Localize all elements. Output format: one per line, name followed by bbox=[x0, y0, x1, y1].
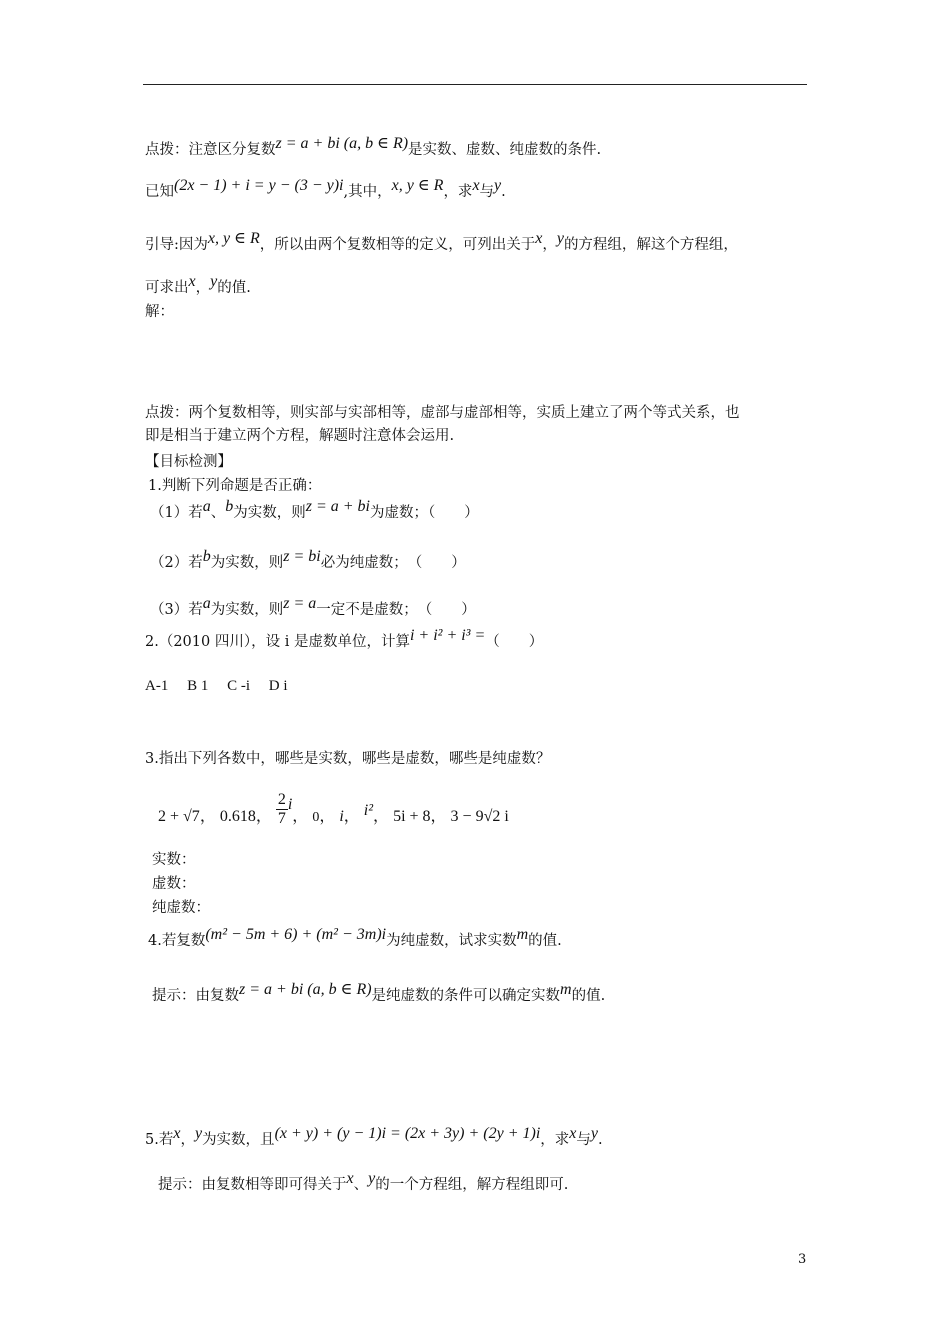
exercise-2-options: A-1 B 1 C -i D i bbox=[145, 678, 288, 694]
text: 是纯虚数的条件可以确定实数 bbox=[371, 988, 561, 1004]
formula: z = a bbox=[283, 595, 317, 612]
separator: ， bbox=[319, 808, 336, 826]
tip-1 bbox=[145, 135, 602, 160]
exercise-1: 1.判断下列命题是否正确： bbox=[148, 478, 322, 494]
text: （ ） bbox=[485, 634, 544, 650]
separator: ， bbox=[343, 808, 360, 826]
exercise-2 bbox=[145, 627, 544, 652]
formula: y bbox=[590, 1125, 598, 1142]
exercise-5-hint bbox=[158, 1170, 569, 1195]
formula: z = a + bi bbox=[305, 498, 370, 515]
text: 为实数，则 bbox=[233, 505, 306, 521]
text: 的值. bbox=[571, 988, 606, 1004]
formula: x bbox=[346, 1170, 354, 1187]
text: 、 bbox=[353, 1177, 369, 1193]
text: 与 bbox=[576, 1132, 591, 1148]
separator: ， bbox=[373, 808, 390, 826]
exercise-4 bbox=[148, 926, 562, 951]
text: （1）若 bbox=[150, 505, 203, 521]
exercise-3: 3.指出下列各数中，哪些是实数，哪些是虚数，哪些是纯虚数？ bbox=[145, 751, 551, 767]
solution-label: 解： bbox=[145, 304, 174, 320]
text: ， bbox=[542, 237, 557, 253]
text: 为纯虚数，试求实数 bbox=[386, 933, 517, 949]
text: 为实数，则 bbox=[210, 602, 284, 618]
number: 2 + √7 bbox=[158, 808, 200, 826]
formula: x bbox=[569, 1125, 577, 1142]
exercise-1-item-2 bbox=[150, 548, 466, 573]
text: ,其中， bbox=[343, 184, 392, 200]
guide-line-1 bbox=[145, 230, 738, 255]
text: ，求 bbox=[540, 1132, 570, 1148]
text: 引导:因为 bbox=[145, 237, 208, 253]
fraction bbox=[276, 791, 288, 828]
text: 为实数，则 bbox=[210, 555, 284, 571]
text: （2）若 bbox=[150, 555, 203, 571]
guide-line-2 bbox=[145, 273, 251, 298]
tip-2-line-2: 即是相当于建立两个方程，解题时注意体会运用. bbox=[145, 428, 455, 444]
formula: x bbox=[188, 273, 196, 290]
number: i bbox=[287, 796, 293, 814]
formula: y bbox=[368, 1170, 376, 1187]
formula: z = bi bbox=[283, 548, 321, 565]
text: 5.若 bbox=[145, 1132, 174, 1148]
formula: (m² − 5m + 6) + (m² − 3m)i bbox=[205, 926, 387, 943]
number: 0.618 bbox=[219, 808, 256, 826]
formula: m bbox=[516, 926, 529, 943]
formula: (x + y) + (y − 1)i = (2x + 3y) + (2y + 1)i bbox=[274, 1125, 541, 1142]
formula: x bbox=[472, 177, 480, 194]
text: 提示：由复数相等即可得关于 bbox=[158, 1177, 347, 1193]
number: 5i + 8 bbox=[393, 808, 431, 826]
exercise-1-item-3 bbox=[150, 595, 476, 620]
number: i bbox=[339, 808, 344, 826]
text: 已知 bbox=[145, 184, 174, 200]
formula: a bbox=[202, 595, 211, 612]
formula: (2x − 1) + i = y − (3 − y)i bbox=[174, 177, 344, 194]
exercise-5 bbox=[145, 1125, 603, 1150]
formula: z = a + bi (a, b ∈ R) bbox=[275, 135, 409, 152]
text: 可求出 bbox=[145, 280, 189, 296]
number: 0 bbox=[312, 810, 320, 826]
formula: a bbox=[202, 498, 211, 515]
formula: x, y ∈ R bbox=[391, 177, 444, 194]
number: i² bbox=[363, 802, 374, 820]
separator: ， bbox=[430, 808, 447, 826]
exercise-3-numbers bbox=[158, 791, 509, 836]
header-rule bbox=[143, 84, 807, 85]
formula: y bbox=[194, 1125, 203, 1142]
number: 3 − 9√2 i bbox=[450, 808, 509, 826]
separator: ， bbox=[292, 808, 309, 826]
imaginary-numbers-label: 虚数： bbox=[152, 876, 196, 892]
text: 的值. bbox=[528, 933, 562, 949]
formula: x bbox=[173, 1125, 181, 1142]
text: ， bbox=[180, 1132, 195, 1148]
pure-imaginary-label: 纯虚数： bbox=[152, 900, 210, 916]
section-heading: 【目标检测】 bbox=[145, 454, 232, 470]
formula: z = a + bi (a, b ∈ R) bbox=[239, 981, 372, 998]
text: 的值. bbox=[217, 280, 251, 296]
text: 是实数、虚数、纯虚数的条件. bbox=[408, 142, 602, 158]
real-numbers-label: 实数： bbox=[152, 852, 196, 868]
formula: x bbox=[535, 230, 543, 247]
text: 提示：由复数 bbox=[152, 988, 239, 1004]
tip-2-line-1: 点拨：两个复数相等，则实部与实部相等，虚部与虚部相等，实质上建立了两个等式关系，也 bbox=[145, 405, 740, 421]
text: ， bbox=[195, 280, 211, 296]
text: 为虚数；（ ） bbox=[370, 505, 479, 521]
exercise-1-item-1 bbox=[150, 498, 479, 523]
text: 、 bbox=[210, 505, 226, 521]
formula: m bbox=[560, 981, 572, 998]
formula: x, y ∈ R bbox=[207, 230, 260, 247]
text: ，所以由两个复数相等的定义，可列出关于 bbox=[259, 237, 536, 253]
text: 为实数，且 bbox=[202, 1132, 275, 1148]
separator: ， bbox=[255, 808, 272, 826]
text: 4.若复数 bbox=[148, 933, 206, 949]
formula: y bbox=[494, 177, 502, 194]
formula: i + i² + i³ = bbox=[409, 627, 486, 644]
separator: ， bbox=[199, 808, 216, 826]
text: 与 bbox=[479, 184, 495, 200]
text: 点拨：注意区分复数 bbox=[145, 142, 276, 158]
text: 的一个方程组，解方程组即可. bbox=[375, 1177, 569, 1193]
text: 的方程组，解这个方程组， bbox=[563, 237, 738, 253]
formula: b bbox=[202, 548, 211, 565]
text: 一定不是虚数； （ ） bbox=[316, 602, 476, 618]
formula: y bbox=[210, 273, 218, 290]
denominator: 7 bbox=[277, 810, 286, 827]
text: （3）若 bbox=[150, 602, 203, 618]
page-number: 3 bbox=[798, 1252, 807, 1267]
text: ，求 bbox=[443, 184, 473, 200]
text: . bbox=[597, 1132, 603, 1148]
exercise-4-hint bbox=[152, 981, 606, 1006]
text: 2.（2010 四川），设 i 是虚数单位，计算 bbox=[145, 634, 410, 650]
text: . bbox=[501, 184, 506, 200]
problem-intro bbox=[145, 177, 506, 202]
text: 必为纯虚数； （ ） bbox=[320, 555, 466, 571]
numerator: 2 bbox=[277, 791, 286, 808]
formula: b bbox=[225, 498, 234, 515]
formula: y bbox=[556, 230, 564, 247]
